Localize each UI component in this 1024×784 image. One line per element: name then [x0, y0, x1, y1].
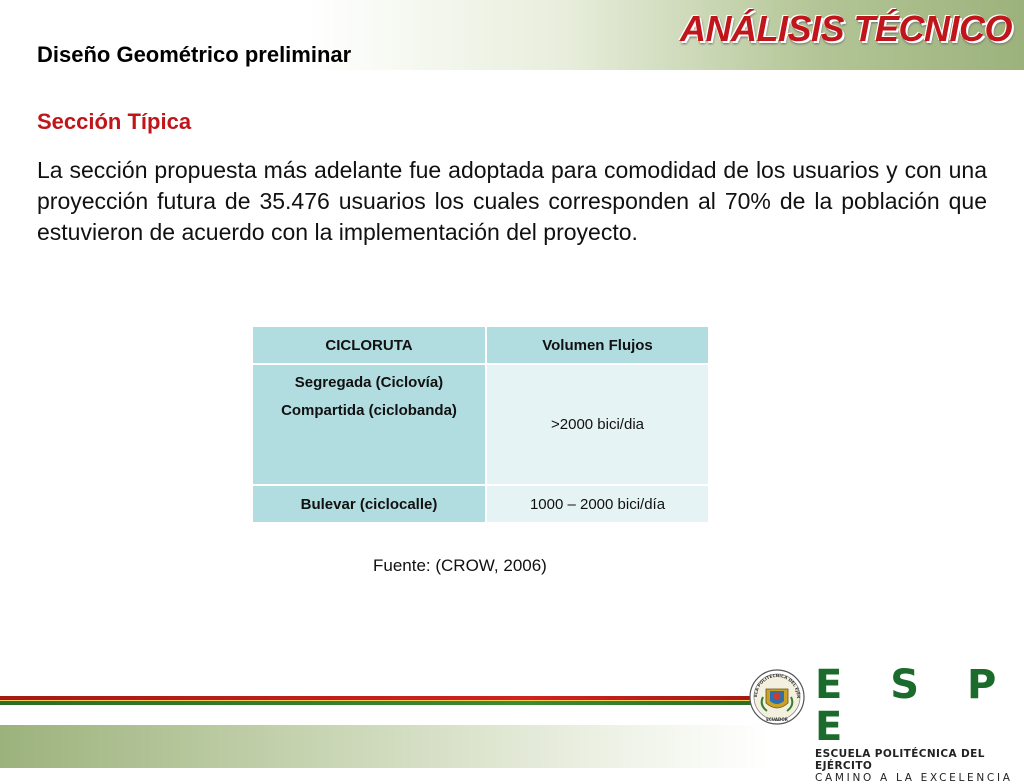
body-paragraph: La sección propuesta más adelante fue adoptada para comodidad de los usuarios y con una proyección futura de 35.476 usuarios los cuales corresponden al 70% de la población que estuvieron de acuerdo con la implementación del proyecto. [37, 157, 987, 245]
table-cell: 1000 – 2000 bici/día [487, 486, 708, 522]
table-header-cell: Volumen Flujos [487, 327, 708, 363]
footer-stripe-green [0, 701, 752, 705]
table-header-row [253, 327, 708, 363]
espe-logo [815, 662, 1015, 784]
table-header-cell: CICLORUTA [253, 327, 485, 363]
slide-subtitle: Diseño Geométrico preliminar [37, 42, 352, 67]
table-row [253, 486, 708, 522]
espe-logo-letters: E S P E [815, 662, 1014, 750]
table-cell: >2000 bici/dia [487, 365, 708, 484]
emblem-text-bottom: ECUADOR [766, 717, 788, 722]
slide-title: ANÁLISIS TÉCNICO [679, 8, 1012, 49]
espe-logo-motto: CAMINO A LA EXCELENCIA [815, 772, 1013, 784]
espe-emblem-icon [749, 667, 805, 729]
table-cell: Bulevar (ciclocalle) [253, 486, 485, 522]
section-title: Sección Típica [37, 109, 192, 134]
table-cell-line: Segregada (Ciclovía) [294, 374, 444, 391]
table-cell-line: Compartida (ciclobanda) [281, 402, 457, 419]
source-caption: Fuente: (CROW, 2006) [373, 556, 547, 575]
table-cell [253, 365, 485, 484]
cicloruta-table [251, 325, 710, 524]
espe-logo-name: ESCUELA POLITÉCNICA DEL EJÉRCITO [815, 748, 985, 772]
table-row [253, 365, 708, 484]
emblem-text-top: ELA POLITÉCNICA DEL EJÉR [752, 672, 802, 699]
